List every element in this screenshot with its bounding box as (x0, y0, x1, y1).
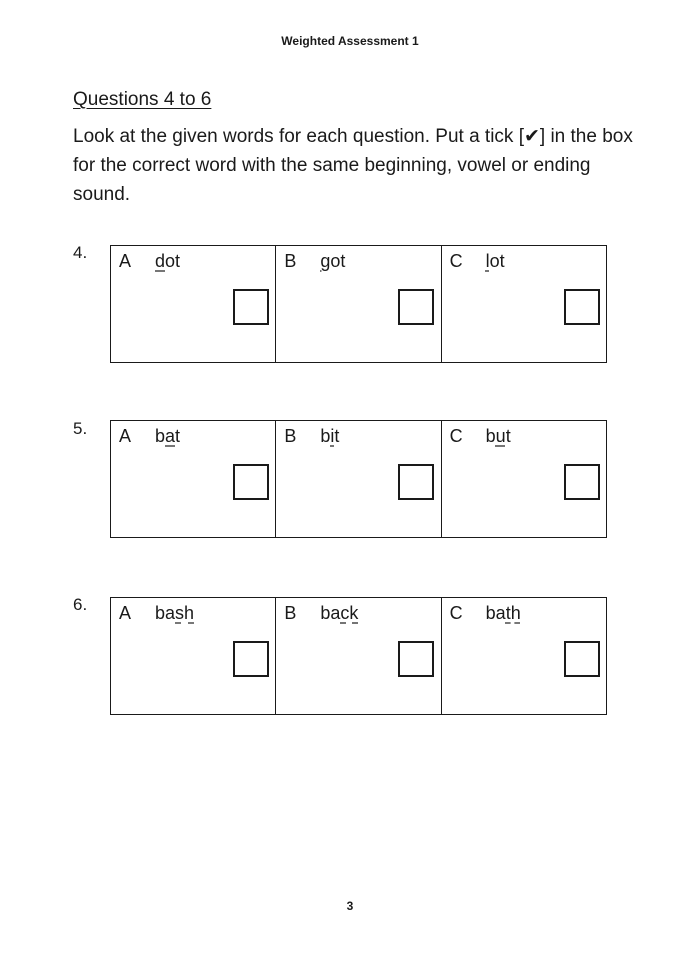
option-letter: B (284, 603, 297, 623)
tick-box[interactable] (564, 641, 600, 677)
question-number: 4. (73, 243, 88, 262)
option-c (441, 421, 606, 537)
tick-box[interactable] (564, 289, 600, 325)
option-letter: A (119, 603, 132, 623)
tick-box[interactable] (233, 641, 269, 677)
page-number: 3 (346, 899, 354, 913)
tick-box[interactable] (398, 464, 434, 500)
sound-highlight: u (495, 426, 506, 446)
option-word: lot (485, 251, 505, 271)
option-word: back (320, 603, 359, 623)
tick-box[interactable] (233, 289, 269, 325)
option-letter: A (119, 251, 132, 271)
section-title: Questions 4 to 6 (73, 89, 212, 110)
option-word: bath (485, 603, 521, 623)
sound-highlight: d (155, 251, 166, 271)
instructions-text: Look at the given words for each question. Put a tick [✔] in the box for the correct word with the same beginning, vowel or ending sound. (73, 126, 633, 205)
option-word: dot (155, 251, 181, 271)
question-number: 6. (73, 595, 88, 614)
sound-highlight: i (330, 426, 335, 446)
option-b (275, 421, 440, 537)
option-a (111, 421, 275, 537)
option-word: got (320, 251, 346, 271)
page-header: Weighted Assessment 1 (281, 34, 419, 48)
option-a (111, 598, 275, 714)
option-letter: C (449, 251, 463, 271)
option-letter: B (284, 426, 297, 446)
option-b (275, 246, 440, 362)
question-number: 5. (73, 419, 88, 438)
sound-highlight: ck (340, 603, 359, 623)
option-b (275, 598, 440, 714)
tick-box[interactable] (564, 464, 600, 500)
option-c (441, 246, 606, 362)
sound-highlight: a (165, 426, 176, 446)
question-4-options (110, 245, 607, 363)
option-letter: B (284, 251, 297, 271)
option-word: bat (155, 426, 181, 446)
question-6-options (110, 597, 607, 715)
tick-box[interactable] (233, 464, 269, 500)
tick-box[interactable] (398, 641, 434, 677)
sound-highlight: sh (175, 603, 195, 623)
question-5-options (110, 420, 607, 538)
option-letter: C (449, 426, 463, 446)
option-letter: A (119, 426, 132, 446)
tick-box[interactable] (398, 289, 434, 325)
option-word: bit (320, 426, 340, 446)
option-letter: C (449, 603, 463, 623)
sound-highlight: th (505, 603, 521, 623)
option-a (111, 246, 275, 362)
option-c (441, 598, 606, 714)
sound-highlight: l (485, 251, 490, 271)
sound-highlight: g (320, 251, 331, 271)
option-word: bash (155, 603, 195, 623)
option-word: but (485, 426, 511, 446)
